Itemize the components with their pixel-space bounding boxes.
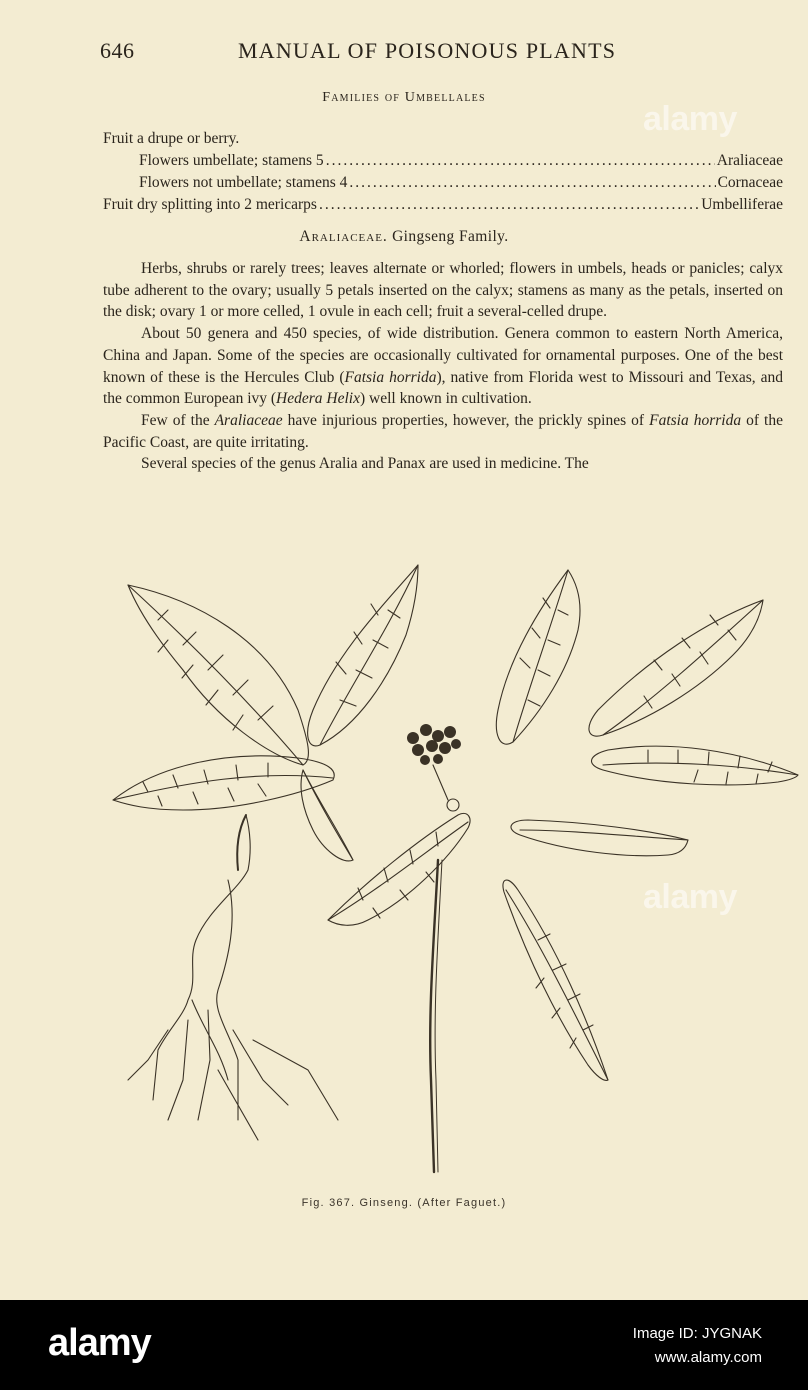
body-text (103, 258, 783, 475)
key-family: Umbelliferae (701, 196, 783, 213)
key-row (103, 150, 783, 172)
species-name: Hedera Helix (276, 390, 360, 408)
site-url[interactable]: www.alamy.com (654, 1349, 762, 1366)
species-name: Fatsia horrida (344, 368, 437, 386)
figure-caption: Fig. 367. Ginseng. (After Faguet.) (301, 1197, 507, 1209)
species-name: Fatsia horrida (649, 411, 742, 429)
ginseng-drawing (88, 560, 808, 1190)
key-row (103, 172, 783, 194)
key-text: Fruit dry splitting into 2 mericarps (103, 196, 317, 213)
dot-leader (326, 150, 715, 172)
key-family: Araliaceae (716, 152, 783, 169)
page-number: 646 (100, 38, 135, 63)
page-header (0, 38, 808, 78)
family-name-italic: Araliaceae (214, 411, 283, 429)
key-row (103, 194, 783, 216)
stock-footer-bar (0, 1300, 808, 1390)
section-heading: Families of Umbellales (322, 90, 486, 105)
family-common-name: Gingseng Family. (392, 228, 509, 245)
family-key (103, 128, 783, 216)
alamy-logo: alamy (48, 1322, 151, 1364)
running-title: MANUAL OF POISONOUS PLANTS (238, 38, 617, 63)
watermark: alamy (643, 100, 737, 138)
stock-meta (633, 1322, 762, 1370)
paragraph: Several species of the genus Aralia and Panax are used in medicine. The (141, 455, 589, 473)
key-text: Flowers umbellate; stamens 5 (139, 152, 324, 169)
dot-leader (319, 194, 699, 216)
family-heading (0, 228, 808, 246)
ginseng-illustration (88, 560, 808, 1190)
key-text: Fruit a drupe or berry. (103, 130, 240, 147)
paragraph: Herbs, shrubs or rarely trees; leaves alternate or whorled; flowers in umbels, heads or panicles; calyx tube adherent to the ovary; usually 5 petals inserted on the calyx; stamens as many as the petals, inserted on the disk; ovary 1 or more celled, 1 ovule in each cell; fruit a several-celled drupe. (103, 260, 783, 321)
family-name: Araliaceae. (299, 228, 388, 245)
image-id: Image ID: JYGNAK (632, 1325, 762, 1342)
paragraph: Few of the Araliaceae have injurious properties, however, the prickly spines of Fatsia horrida of the Pacific Coast, are quite irritating. (103, 411, 783, 451)
watermark: alamy (643, 878, 737, 916)
paragraph: About 50 genera and 450 species, of wide distribution. Genera common to eastern North America, China and Japan. Some of the species are occasionally cultivated for ornamental purposes. One of the best known of these is the Hercules Club (Fatsia horrida), native from Florida west to Missouri and Texas, and the common European ivy (Hedera Helix) well known in cultivation. (103, 325, 783, 408)
dot-leader (349, 172, 715, 194)
key-text: Flowers not umbellate; stamens 4 (139, 174, 348, 191)
key-family: Cornaceae (717, 174, 783, 191)
